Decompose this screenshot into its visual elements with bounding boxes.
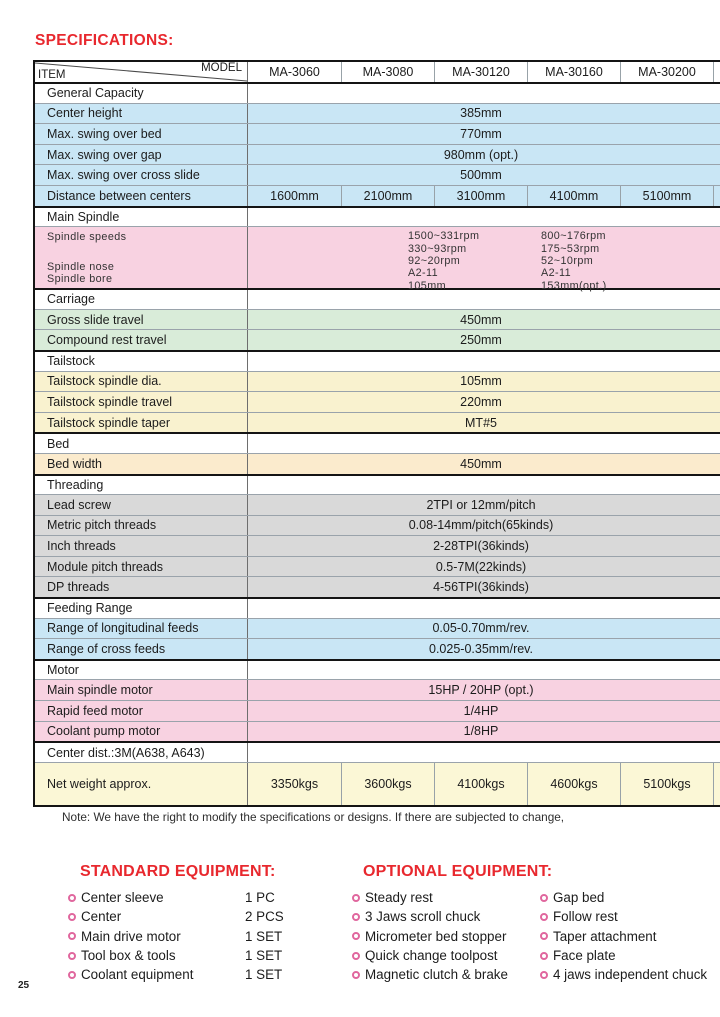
spec-row-dp-threads: [35, 576, 720, 597]
equipment-name: Face plate: [553, 948, 616, 964]
empty-value-area: [248, 599, 720, 618]
row-label: Max. swing over bed: [35, 124, 248, 144]
bullet-icon: [68, 913, 76, 921]
spec-row-inch-threads: [35, 535, 720, 556]
note-text: Note: We have the right to modify the specifications or designs. If there are subjected to change,: [62, 810, 565, 824]
spec-row-center-height: [35, 103, 720, 124]
spec-row-max-swing-over-gap: [35, 144, 720, 165]
spec-row-net-weight-approx: [35, 762, 720, 805]
value-rest: [714, 516, 720, 536]
spec-row-motor: [35, 659, 720, 680]
row-label: Tailstock spindle dia.: [35, 372, 248, 392]
value-rest: [714, 722, 720, 742]
spec-row-tailstock: [35, 350, 720, 371]
bullet-icon: [352, 932, 360, 940]
spec-row-tailstock-spindle-taper: [35, 412, 720, 433]
equipment-item-3-jaws-scroll-chuck: [352, 907, 540, 926]
value-rest: [714, 577, 720, 597]
spec-row-range-of-cross-feeds: [35, 638, 720, 659]
cell-value: 5100kgs: [620, 763, 713, 805]
spec-row-threading: [35, 474, 720, 495]
spec-row-general-capacity: [35, 82, 720, 103]
value-rest: [714, 413, 720, 433]
row-label-group: [35, 227, 248, 288]
bullet-icon: [540, 894, 548, 902]
spindle-value: 153mm(opt.): [541, 279, 607, 292]
value-rest: [714, 680, 720, 700]
row-label: Compound rest travel: [35, 330, 248, 350]
row-label: Main Spindle: [35, 208, 248, 227]
value-rest: [714, 145, 720, 165]
row-value: 450mm: [460, 312, 502, 327]
row-label: Feeding Range: [35, 599, 248, 618]
equipment-name: 4 jaws independent chuck: [553, 967, 708, 983]
specifications-table: [33, 60, 720, 807]
equipment-item-taper-attachment: [540, 927, 720, 946]
row-label: Coolant pump motor: [35, 722, 248, 742]
row-value: 2TPI or 12mm/pitch: [426, 497, 536, 512]
row-label: Net weight approx.: [35, 763, 248, 805]
row-value: 105mm: [460, 374, 502, 389]
equipment-name: Center: [81, 909, 122, 925]
equipment-qty: 2 PCS: [245, 909, 284, 925]
spec-row-distance-between-centers: [35, 185, 720, 206]
empty-value-area: [248, 84, 720, 103]
bullet-icon: [540, 932, 548, 940]
equipment-item-micrometer-bed-stopper: [352, 927, 540, 946]
row-sliver: [713, 186, 720, 206]
bullet-icon: [540, 971, 548, 979]
equipment-name: Tool box & tools: [81, 948, 176, 964]
row-value: 0.025-0.35mm/rev.: [429, 642, 533, 657]
row-label: Tailstock: [35, 352, 248, 371]
row-value: 220mm: [460, 394, 502, 409]
value-rest: [714, 330, 720, 350]
cell-value: 3100mm: [434, 186, 527, 206]
model-header-ma-30160: MA-30160: [527, 62, 620, 82]
row-label: General Capacity: [35, 84, 248, 103]
equipment-name: 3 Jaws scroll chuck: [365, 909, 481, 925]
optional-equipment-section: [352, 863, 720, 984]
equipment-name: Center sleeve: [81, 890, 164, 906]
model-header-ma-30120: MA-30120: [434, 62, 527, 82]
spindle-value: 1500~331rpm: [408, 230, 480, 243]
spindle-value: 175~53rpm: [541, 242, 600, 255]
table-header-row: [35, 62, 720, 82]
spindle-value: A2-11: [541, 267, 572, 280]
spec-row-compound-rest-travel: [35, 329, 720, 350]
spec-row-spindle-speeds: [35, 226, 720, 292]
equipment-item-center: [68, 907, 318, 926]
bullet-icon: [540, 913, 548, 921]
spec-row-lead-screw: [35, 494, 720, 515]
equipment-item-magnetic-clutch-brake: [352, 965, 540, 984]
model-header-ma-3080: MA-3080: [341, 62, 434, 82]
value-rest: [714, 165, 720, 185]
row-label: Rapid feed motor: [35, 701, 248, 721]
row-label: Center dist.:3M(A638, A643): [35, 743, 248, 762]
bullet-icon: [68, 971, 76, 979]
equipment-name: Steady rest: [365, 890, 433, 906]
row-value: 15HP / 20HP (opt.): [428, 683, 534, 698]
empty-value-area: [248, 661, 720, 680]
cell-value: 3350kgs: [270, 776, 319, 791]
cell-value: 1600mm: [270, 188, 319, 203]
value-rest: [714, 124, 720, 144]
spec-row-range-of-longitudinal-feeds: [35, 618, 720, 639]
row-value: 385mm: [460, 106, 502, 121]
empty-value-area: [248, 743, 720, 762]
row-value: 450mm: [460, 456, 502, 471]
empty-value-area: [248, 352, 720, 371]
cell-value: 4100kgs: [434, 763, 527, 805]
value-rest: [714, 104, 720, 124]
equipment-item-coolant-equipment: [68, 965, 318, 984]
row-value: 1/4HP: [463, 703, 499, 718]
row-label-spindle-bore: Spindle bore: [47, 272, 113, 285]
row-label: Motor: [35, 661, 248, 680]
row-value: 500mm: [460, 168, 502, 183]
row-label-spindle-nose: Spindle nose: [47, 260, 115, 273]
optional-equipment-list: [352, 888, 720, 984]
value-rest: [714, 495, 720, 515]
spindle-values-col-2: [541, 230, 607, 292]
page-title: SPECIFICATIONS:: [35, 32, 174, 49]
equipment-item-main-drive-motor: [68, 927, 318, 946]
spec-row-tailstock-spindle-travel: [35, 391, 720, 412]
optional-equipment-column-2: [540, 888, 720, 984]
model-header-ma-3060: MA-3060: [269, 65, 320, 79]
equipment-item-tool-box-tools: [68, 946, 318, 965]
equipment-item-center-sleeve: [68, 888, 318, 907]
equipment-qty: 1 SET: [245, 928, 283, 944]
equipment-item-gap-bed: [540, 888, 720, 907]
spec-row-main-spindle-motor: [35, 679, 720, 700]
optional-equipment-title: OPTIONAL EQUIPMENT:: [363, 863, 553, 880]
cell-value: 3600kgs: [341, 763, 434, 805]
equipment-name: Quick change toolpost: [365, 948, 498, 964]
spec-row-coolant-pump-motor: [35, 721, 720, 742]
equipment-item-steady-rest: [352, 888, 540, 907]
spindle-values: [248, 227, 720, 292]
spec-row-main-spindle: [35, 206, 720, 227]
model-header-ma-30200: MA-30200: [620, 62, 713, 82]
row-label: Max. swing over gap: [35, 145, 248, 165]
spindle-value: 330~93rpm: [408, 242, 467, 255]
equipment-qty: 1 PC: [245, 890, 275, 906]
value-rest: [714, 639, 720, 659]
spec-row-carriage: [35, 288, 720, 309]
spindle-value: 800~176rpm: [541, 230, 606, 243]
spec-row-rapid-feed-motor: [35, 700, 720, 721]
row-value: 0.5-7M(22kinds): [435, 559, 527, 574]
row-label: Lead screw: [35, 495, 248, 515]
row-label: Center height: [35, 104, 248, 124]
row-label: Range of longitudinal feeds: [35, 619, 248, 639]
spec-row-feeding-range: [35, 597, 720, 618]
equipment-name: Gap bed: [553, 890, 605, 906]
bullet-icon: [540, 952, 548, 960]
value-rest: [714, 619, 720, 639]
equipment-item-quick-change-toolpost: [352, 946, 540, 965]
spindle-value: 105mm: [408, 279, 447, 292]
value-rest: [714, 454, 720, 474]
equipment-name: Micrometer bed stopper: [365, 928, 507, 944]
spec-row-gross-slide-travel: [35, 309, 720, 330]
equipment-item-4-jaws-independent-chuck: [540, 965, 720, 984]
row-label: Main spindle motor: [35, 680, 248, 700]
row-value: 980mm (opt.): [443, 147, 519, 162]
row-label: Metric pitch threads: [35, 516, 248, 536]
model-header-label: MODEL: [201, 62, 242, 74]
equipment-item-face-plate: [540, 946, 720, 965]
row-label: Threading: [35, 476, 248, 495]
value-rest: [714, 392, 720, 412]
spec-row-tailstock-spindle-dia: [35, 371, 720, 392]
row-label: DP threads: [35, 577, 248, 597]
equipment-name: Follow rest: [553, 909, 618, 925]
row-label: Inch threads: [35, 536, 248, 556]
row-label: Tailstock spindle travel: [35, 392, 248, 412]
optional-equipment-column-1: [352, 888, 540, 984]
equipment-name: Taper attachment: [553, 928, 657, 944]
row-value: 4-56TPI(36kinds): [433, 580, 529, 595]
equipment-name: Main drive motor: [81, 928, 181, 944]
row-label: Range of cross feeds: [35, 639, 248, 659]
empty-value-area: [248, 290, 720, 309]
equipment-name: Coolant equipment: [81, 967, 194, 983]
row-label: Bed width: [35, 454, 248, 474]
bullet-icon: [68, 932, 76, 940]
bullet-icon: [352, 894, 360, 902]
row-value: 250mm: [460, 333, 502, 348]
equipment-name: Magnetic clutch & brake: [365, 967, 508, 983]
item-header-label: ITEM: [38, 69, 66, 81]
spindle-value: 92~20rpm: [408, 254, 461, 267]
page-number: 25: [18, 980, 30, 991]
row-label: Distance between centers: [35, 186, 248, 206]
value-rest: [714, 557, 720, 577]
item-model-header-cell: [35, 62, 248, 82]
spec-row-max-swing-over-bed: [35, 123, 720, 144]
bullet-icon: [352, 913, 360, 921]
cell-value: 5100mm: [620, 186, 713, 206]
value-rest: [714, 536, 720, 556]
row-label: Max. swing over cross slide: [35, 165, 248, 185]
cell-value: 2100mm: [341, 186, 434, 206]
value-rest: [714, 701, 720, 721]
row-label: Gross slide travel: [35, 310, 248, 330]
spindle-speeds-label: Spindle speeds: [47, 231, 127, 244]
value-rest: [714, 372, 720, 392]
row-value: 2-28TPI(36kinds): [433, 539, 529, 554]
equipment-qty: 1 SET: [245, 948, 283, 964]
empty-value-area: [248, 476, 720, 495]
standard-equipment-title: STANDARD EQUIPMENT:: [80, 863, 276, 880]
standard-equipment-list: [68, 888, 318, 984]
header-sliver: [713, 62, 720, 82]
cell-value: 4600kgs: [527, 763, 620, 805]
spindle-nose-bore-labels: [47, 261, 114, 286]
bullet-icon: [352, 952, 360, 960]
spindle-value: A2-11: [408, 267, 439, 280]
row-label: Carriage: [35, 290, 248, 309]
row-value: 1/8HP: [463, 724, 499, 739]
bullet-icon: [68, 894, 76, 902]
row-value: MT#5: [465, 415, 497, 430]
empty-value-area: [248, 434, 720, 453]
bullet-icon: [352, 971, 360, 979]
standard-equipment-section: [68, 863, 318, 984]
spec-row-bed-width: [35, 453, 720, 474]
bullet-icon: [68, 952, 76, 960]
cell-value: 4100mm: [527, 186, 620, 206]
spec-row-center-dist-3m-a638-a643: [35, 741, 720, 762]
value-rest: [714, 310, 720, 330]
row-value: 0.08-14mm/pitch(65kinds): [408, 518, 554, 533]
row-value: 0.05-0.70mm/rev.: [432, 621, 530, 636]
row-label: Tailstock spindle taper: [35, 413, 248, 433]
row-sliver: [713, 763, 720, 805]
spec-row-metric-pitch-threads: [35, 515, 720, 536]
spindle-value: 52~10rpm: [541, 254, 594, 267]
row-label: Bed: [35, 434, 248, 453]
row-value: 770mm: [460, 126, 502, 141]
spec-row-bed: [35, 432, 720, 453]
equipment-qty: 1 SET: [245, 967, 283, 983]
equipment-item-follow-rest: [540, 907, 720, 926]
spec-row-max-swing-over-cross-slide: [35, 164, 720, 185]
row-label: Module pitch threads: [35, 557, 248, 577]
spindle-values-col-1: [408, 230, 479, 292]
empty-value-area: [248, 208, 720, 227]
spec-row-module-pitch-threads: [35, 556, 720, 577]
